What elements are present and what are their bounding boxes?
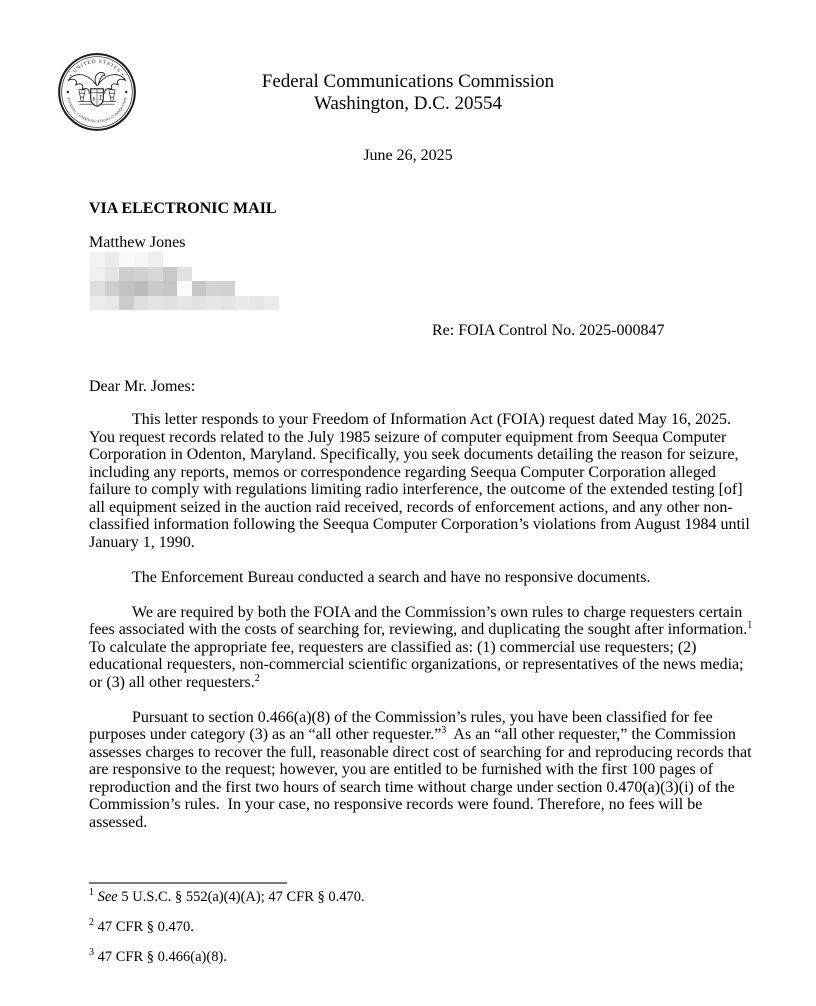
redaction-pixel — [177, 296, 192, 311]
redaction-pixel — [90, 296, 105, 311]
redaction-pixel — [148, 267, 163, 282]
redaction-pixel — [163, 252, 178, 267]
recipient-name: Matthew Jones — [89, 234, 186, 251]
redaction-pixel — [90, 252, 105, 267]
redaction-pixel — [235, 267, 250, 282]
redaction-pixel — [148, 252, 163, 267]
footnote-1 — [89, 888, 365, 906]
redaction-pixel — [192, 267, 207, 282]
redaction-pixel — [105, 267, 120, 282]
redaction-pixel — [221, 267, 236, 282]
redaction-pixel — [90, 281, 105, 296]
salutation: Dear Mr. Jomes: — [89, 378, 196, 395]
redaction-pixel — [221, 252, 236, 267]
redaction-pixel — [206, 281, 221, 296]
redaction-pixel — [264, 252, 279, 267]
redaction-pixel — [250, 296, 265, 311]
footnote-text: See 5 U.S.C. § 552(a)(4)(A); 47 CFR § 0.470. — [97, 889, 365, 905]
seal-top-text: • UNITED STATES • — [68, 58, 126, 79]
agency-city-line: Washington, D.C. 20554 — [314, 93, 502, 114]
redaction-pixel — [177, 252, 192, 267]
agency-name: Federal Communications Commission — [261, 71, 555, 92]
redaction-pixel — [264, 296, 279, 311]
redaction-pixel — [177, 281, 192, 296]
redaction-pixel — [192, 296, 207, 311]
redaction-pixel — [134, 252, 149, 267]
letterhead — [0, 71, 816, 115]
redaction-pixel — [221, 281, 236, 296]
redaction-pixel — [221, 296, 236, 311]
redaction-pixel — [134, 281, 149, 296]
redaction-pixel — [105, 296, 120, 311]
redaction-pixel — [119, 252, 134, 267]
redaction-pixel — [250, 281, 265, 296]
redaction-pixel — [105, 252, 120, 267]
redaction-pixel — [250, 252, 265, 267]
footnote-2 — [89, 918, 365, 936]
redaction-pixel — [250, 267, 265, 282]
redaction-pixel — [163, 267, 178, 282]
redaction-pixel — [206, 267, 221, 282]
redaction-pixel — [134, 267, 149, 282]
redaction-pixel — [148, 296, 163, 311]
redaction-pixel — [192, 252, 207, 267]
delivery-method: VIA ELECTRONIC MAIL — [89, 200, 277, 217]
redacted-address — [90, 252, 279, 310]
letter-date: June 26, 2025 — [363, 147, 453, 164]
redaction-pixel — [264, 281, 279, 296]
redaction-pixel — [148, 281, 163, 296]
redaction-pixel — [119, 267, 134, 282]
redaction-pixel — [119, 296, 134, 311]
redaction-pixel — [105, 281, 120, 296]
body-paragraph-3: We are required by both the FOIA and the Commission’s own rules to charge requesters certain fees associated with the costs of searching for, reviewing, and duplicating the sought after information.$^1$ To calculate the appropriate fee, requesters are classified as: (1) commercial use requesters; (2) educational requesters, non-commercial scientific organizations, or representatives of the news media; or (3) all other requesters.$^2$ — [89, 603, 757, 691]
redaction-pixel — [235, 296, 250, 311]
redaction-pixel — [206, 252, 221, 267]
footnote-marker: 1 — [89, 887, 94, 898]
body-paragraph-1: This letter responds to your Freedom of Information Act (FOIA) request dated May 16, 2025. You request records related to the July 1985 seizure of computer equipment from Seequa Computer Corporation in Odenton, Maryland. Specifically, you seek documents detailing the reason for seizure, including any reports, memos or correspondence regarding Seequa Computer Corporation alleged failure to comply with regulations limiting radio interference, the outcome of the extended testing [of] all equipment seized in the auction raid received, records of enforcement actions, and any other non-classified information following the Seequa Computer Corporation’s violations from August 1984 until January 1, 1990. — [89, 411, 750, 551]
redaction-pixel — [134, 296, 149, 311]
redaction-pixel — [177, 267, 192, 282]
redaction-pixel — [119, 281, 134, 296]
body-paragraph-4: Pursuant to section 0.466(a)(8) of the Commission’s rules, you have been classified for fee purposes under category (3) as an “all other requester.”$^3$ As an “all other requester,” the Commission assesses charges to recover the full, reasonable direct cost of searching for and reproducing records that are responsive to the request; however, you are entitled to be furnished with the first 100 pages of reproduction and the first two hours of search time without charge under section 0.470(a)(3)(i) of the Commission’s rules. In your case, no responsive records were found. Therefore, no fees will be assessed. — [89, 708, 752, 831]
redaction-pixel — [192, 281, 207, 296]
redaction-pixel — [206, 296, 221, 311]
footnotes — [89, 888, 365, 978]
redaction-pixel — [90, 267, 105, 282]
footnote-text: 47 CFR § 0.470. — [97, 919, 194, 935]
redaction-pixel — [235, 281, 250, 296]
footnote-separator — [89, 882, 287, 884]
body-paragraph-2: The Enforcement Bureau conducted a search and have no responsive documents. — [132, 568, 651, 586]
redaction-pixel — [235, 252, 250, 267]
seal-bottom-text: FEDERAL COMMUNICATIONS COMMISSION — [66, 97, 128, 124]
redaction-pixel — [163, 281, 178, 296]
redaction-pixel — [264, 267, 279, 282]
reference-line: Re: FOIA Control No. 2025-000847 — [432, 322, 665, 339]
footnote-text: 47 CFR § 0.466(a)(8). — [97, 949, 227, 965]
footnote-3 — [89, 948, 365, 966]
letter-body — [89, 411, 757, 849]
footnote-marker: 3 — [89, 947, 94, 958]
redaction-pixel — [163, 296, 178, 311]
footnote-marker: 2 — [89, 917, 94, 928]
